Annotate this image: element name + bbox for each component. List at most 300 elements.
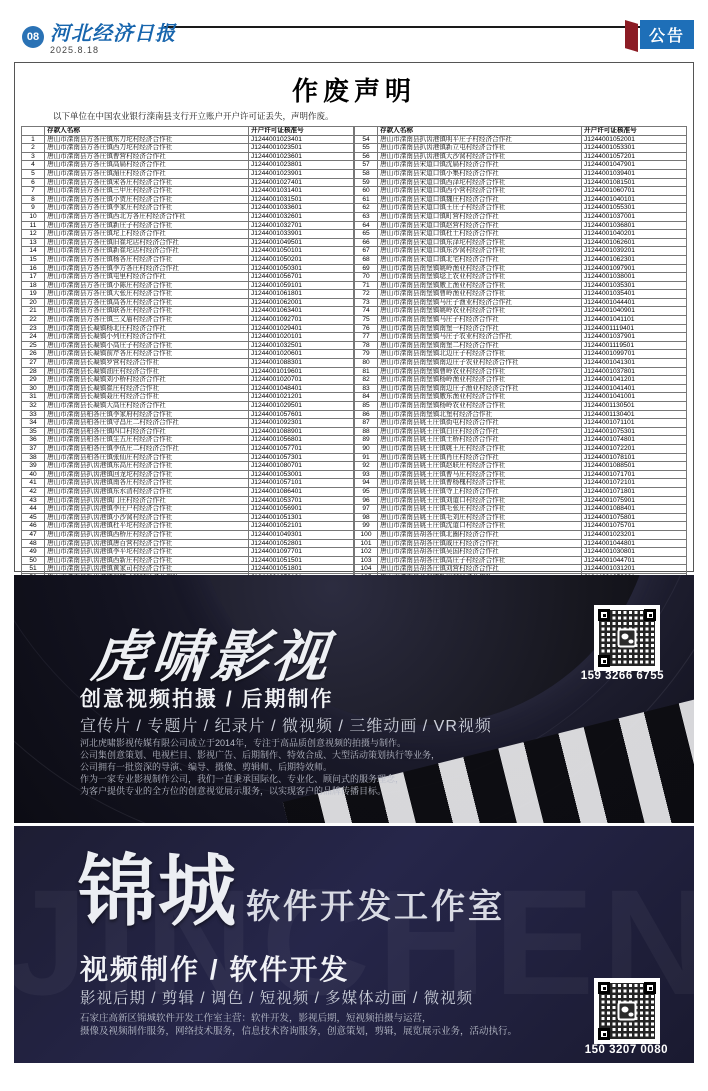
row-no: 44 — [22, 505, 45, 514]
license-no: J1244001032501 — [249, 341, 354, 350]
row-no: 54 — [355, 135, 378, 144]
license-no: J1244001033901 — [249, 230, 354, 239]
row-no: 25 — [22, 341, 45, 350]
table-row — [22, 453, 354, 462]
row-no: 13 — [22, 238, 45, 247]
license-no: J1244001063401 — [249, 307, 354, 316]
row-no: 89 — [355, 436, 378, 445]
license-no: J1244001119401 — [582, 324, 687, 333]
table-row — [22, 367, 354, 376]
depositor-name: 唐山市滦南县宋道口镇西泽坨村经济合作社 — [378, 178, 582, 187]
row-no: 60 — [355, 187, 378, 196]
table-row — [355, 144, 687, 153]
table-row — [355, 324, 687, 333]
depositor-name: 唐山市滦南县姚王庄镇肖庄村经济合作社 — [378, 453, 582, 462]
qr-code — [594, 978, 660, 1044]
depositor-name: 唐山市滦南县柏各庄镇守昌庄二村经济合作社 — [45, 419, 249, 428]
row-no: 42 — [22, 487, 45, 496]
depositor-name: 唐山市滦南县姚王庄镇街屯村经济合作社 — [378, 419, 582, 428]
license-no: J1244001062001 — [249, 298, 354, 307]
table-row — [22, 178, 354, 187]
depositor-name: 唐山市滦南县南堡镇姚岭渔业村经济合作社 — [378, 264, 582, 273]
license-no: J1244001021201 — [249, 393, 354, 402]
table-row — [355, 341, 687, 350]
table-row — [22, 522, 354, 531]
table-row — [22, 221, 354, 230]
row-no: 83 — [355, 384, 378, 393]
row-no: 24 — [22, 333, 45, 342]
table-row — [355, 410, 687, 419]
depositor-name: 唐山市滦南县姚王庄镇毛张庄村经济合作社 — [378, 505, 582, 514]
table-row — [22, 316, 354, 325]
table-row — [22, 505, 354, 514]
row-no: 70 — [355, 273, 378, 282]
table-row — [22, 513, 354, 522]
license-no: J1244001052801 — [249, 539, 354, 548]
depositor-name: 唐山市滦南县扒齿港镇大沙窝村经济合作社 — [378, 152, 582, 161]
row-no: 5 — [22, 169, 45, 178]
depositor-name: 唐山市滦南县柏各庄镇李伍庄二村经济合作社 — [45, 444, 249, 453]
table-row — [355, 376, 687, 385]
depositor-name: 唐山市滦南县长凝镇杨北庄村经济合作社 — [45, 324, 249, 333]
table-row — [22, 152, 354, 161]
row-no: 64 — [355, 221, 378, 230]
ad1-description-line: 为客户提供专业的全方位的创意视觉展示服务，以实现客户的品牌传播目标。 — [80, 786, 387, 796]
table-row — [355, 178, 687, 187]
license-no: J1244001057601 — [249, 410, 354, 419]
table-row — [355, 230, 687, 239]
table-row — [355, 565, 687, 574]
row-no: 32 — [22, 402, 45, 411]
row-no: 50 — [22, 556, 45, 565]
row-no: 93 — [355, 470, 378, 479]
row-no: 17 — [22, 273, 45, 282]
license-no: J1244001056801 — [249, 436, 354, 445]
table-row — [22, 135, 354, 144]
license-no: J1244001055301 — [582, 204, 687, 213]
table-row — [22, 393, 354, 402]
depositor-name: 唐山市滦南县方各庄镇宋各庄村经济合作社 — [45, 178, 249, 187]
qr-finder-icon — [644, 982, 656, 994]
depositor-name: 唐山市滦南县扒齿港镇新立屯村经济合作社 — [378, 144, 582, 153]
table-row — [355, 316, 687, 325]
table-row — [22, 496, 354, 505]
license-no: J1244001032601 — [249, 212, 354, 221]
license-no: J1244001031201 — [582, 565, 687, 574]
table-row — [355, 273, 687, 282]
table-row — [355, 333, 687, 342]
table-row — [355, 298, 687, 307]
row-no: 72 — [355, 290, 378, 299]
qr-finder-icon — [598, 1028, 610, 1040]
row-no: 79 — [355, 350, 378, 359]
table-row — [22, 204, 354, 213]
table-row — [355, 402, 687, 411]
row-no: 29 — [22, 376, 45, 385]
row-no: 99 — [355, 522, 378, 531]
license-no: J1244001041401 — [582, 384, 687, 393]
row-no: 86 — [355, 410, 378, 419]
table-row — [355, 212, 687, 221]
depositor-name: 唐山市滦南县长凝镇前芹各庄村经济合作社 — [45, 350, 249, 359]
table-row — [22, 255, 354, 264]
table-row — [355, 359, 687, 368]
depositor-name: 唐山市滦南县长凝镇小高庄子村经济合作社 — [45, 341, 249, 350]
column-header: 存款人名称 — [45, 127, 249, 136]
table-row — [355, 505, 687, 514]
ad2-services: 影视后期 / 剪辑 / 调色 / 短视频 / 多媒体动画 / 微视频 — [80, 990, 474, 1007]
row-no: 63 — [355, 212, 378, 221]
table-row — [355, 169, 687, 178]
table-row — [22, 470, 354, 479]
license-no: J1244001050101 — [249, 247, 354, 256]
license-no: J1244001057701 — [249, 444, 354, 453]
table-row — [22, 247, 354, 256]
license-no: J1244001075801 — [582, 513, 687, 522]
table-row — [355, 350, 687, 359]
depositor-name: 唐山市滦南县姚王庄镇沈道口村经济合作社 — [378, 522, 582, 531]
column-header — [355, 127, 378, 136]
ad2-title-suffix: 软件开发工作室 — [246, 888, 506, 926]
row-no: 77 — [355, 333, 378, 342]
row-no: 92 — [355, 462, 378, 471]
license-no: J1244001056701 — [249, 273, 354, 282]
row-no: 82 — [355, 376, 378, 385]
table-row — [355, 161, 687, 170]
depositor-name: 唐山市滦南县方各庄镇李方各庄村经济合作社 — [45, 264, 249, 273]
row-no: 45 — [22, 513, 45, 522]
license-no: J1244001039201 — [582, 247, 687, 256]
license-no: J1244001130401 — [582, 410, 687, 419]
depositor-name: 唐山市滦南县方各庄镇新庄子村经济合作社 — [45, 221, 249, 230]
license-no: J1244001088301 — [249, 359, 354, 368]
table-row — [22, 479, 354, 488]
table-row — [22, 427, 354, 436]
license-no: J1244001041001 — [582, 393, 687, 402]
row-no: 18 — [22, 281, 45, 290]
depositor-name: 唐山市滦南县宋道口镇北宅村经济合作社 — [378, 255, 582, 264]
license-no: J1244001023401 — [249, 135, 354, 144]
ad1-description-line: 公司集创意策划、电视栏目、影视广告、后期制作、特效合成、大型活动策划执行等业务， — [80, 750, 441, 760]
depositor-table-right — [354, 126, 687, 591]
row-no: 7 — [22, 187, 45, 196]
depositor-name: 唐山市滦南县姚王庄镇毛刘庄村经济合作社 — [378, 513, 582, 522]
table-row — [355, 427, 687, 436]
row-no: 71 — [355, 281, 378, 290]
depositor-name: 唐山市滦南县长凝镇崔庄村经济合作社 — [45, 384, 249, 393]
table-row — [22, 195, 354, 204]
license-no: J1244001040201 — [582, 230, 687, 239]
depositor-name: 唐山市滦南县方各庄镇高各庄村经济合作社 — [45, 298, 249, 307]
license-no: J1244001037901 — [582, 333, 687, 342]
table-row — [355, 247, 687, 256]
section-badge — [625, 20, 694, 52]
row-no: 26 — [22, 350, 45, 359]
license-no: J1244001038001 — [582, 273, 687, 282]
license-no: J1244001088401 — [582, 505, 687, 514]
table-row — [22, 384, 354, 393]
depositor-name: 唐山市滦南县方各庄镇东刀坨村经济合作社 — [45, 135, 249, 144]
depositor-name: 唐山市滦南县扒齿港镇小沙窝村经济合作社 — [45, 513, 249, 522]
table-row — [355, 487, 687, 496]
license-no: J1244001075901 — [582, 496, 687, 505]
depositor-name: 唐山市滦南县长凝镇刘小桥村经济合作社 — [45, 376, 249, 385]
table-row — [22, 290, 354, 299]
license-no: J1244001130501 — [582, 402, 687, 411]
license-no: J1244001048401 — [249, 384, 354, 393]
table-row — [22, 530, 354, 539]
table-row — [22, 402, 354, 411]
row-no: 67 — [355, 247, 378, 256]
qr-code — [594, 605, 660, 671]
license-no: J1244001040901 — [582, 307, 687, 316]
table-row — [22, 298, 354, 307]
row-no: 1 — [22, 135, 45, 144]
table-row — [355, 479, 687, 488]
table-row — [355, 384, 687, 393]
depositor-name: 唐山市滦南县方各庄镇小贾庄村经济合作社 — [45, 195, 249, 204]
section-badge-label: 公告 — [640, 20, 694, 49]
license-no: J1244001020101 — [249, 333, 354, 342]
license-no: J1244001032701 — [249, 221, 354, 230]
depositor-name: 唐山市滦南县方各庄镇李家庄村经济合作社 — [45, 204, 249, 213]
license-no: J1244001023801 — [249, 161, 354, 170]
row-no: 21 — [22, 307, 45, 316]
ad1-services: 宣传片 / 专题片 / 纪录片 / 微视频 / 三维动画 / VR视频 — [80, 718, 492, 735]
table-row — [22, 169, 354, 178]
ad2-description-line: 摄像及视频制作服务，网络技术服务，信息技术咨询服务，创意策划，剪辑，展览展示业务，活动执行。 — [80, 1026, 518, 1037]
license-no: J1244001020701 — [249, 376, 354, 385]
depositor-name: 唐山市滦南县扒齿港镇杜平坨村经济合作社 — [45, 522, 249, 531]
row-no: 22 — [22, 316, 45, 325]
depositor-name: 唐山市滦南县胡各庄镇北圈村经济合作社 — [378, 530, 582, 539]
table-row — [22, 264, 354, 273]
table-row — [355, 367, 687, 376]
masthead — [22, 22, 176, 55]
qr-finder-icon — [644, 609, 656, 621]
row-no: 78 — [355, 341, 378, 350]
row-no: 33 — [22, 410, 45, 419]
table-row — [22, 230, 354, 239]
table-row — [355, 556, 687, 565]
depositor-name: 唐山市滦南县姚王庄镇曹马庄村经济合作社 — [378, 470, 582, 479]
row-no: 85 — [355, 402, 378, 411]
depositor-name: 唐山市滦南县姚王庄镇白庄村经济合作社 — [378, 427, 582, 436]
row-no: 90 — [355, 444, 378, 453]
row-no: 87 — [355, 419, 378, 428]
table-row — [22, 539, 354, 548]
ad1-description — [80, 737, 440, 797]
license-no: J1244001023201 — [582, 530, 687, 539]
row-no: 100 — [355, 530, 378, 539]
license-no: J1244001072101 — [582, 479, 687, 488]
table-row — [22, 436, 354, 445]
row-no: 40 — [22, 470, 45, 479]
row-no: 62 — [355, 204, 378, 213]
table-row — [355, 290, 687, 299]
column-header: 存款人名称 — [378, 127, 582, 136]
row-no: 101 — [355, 539, 378, 548]
table-row — [355, 496, 687, 505]
license-no: J1244001050201 — [249, 255, 354, 264]
table-header-row — [355, 127, 687, 136]
ad2-description-line: 石家庄高新区锦城软件开发工作室主营：软件开发，影视后期，短视频拍摄与运营， — [80, 1013, 432, 1024]
row-no: 8 — [22, 195, 45, 204]
depositor-table-left — [21, 126, 354, 591]
depositor-name: 唐山市滦南县宋道口镇魏庄村经济合作社 — [378, 195, 582, 204]
license-no: J1244001052101 — [249, 522, 354, 531]
table-row — [355, 135, 687, 144]
license-no: J1244001059101 — [249, 281, 354, 290]
depositor-name: 唐山市滦南县宋道口镇东泽坨村经济合作社 — [378, 238, 582, 247]
depositor-name: 唐山市滦南县方各庄镇大张庄村经济合作社 — [45, 290, 249, 299]
table-row — [22, 462, 354, 471]
license-no: J1244001023501 — [249, 144, 354, 153]
table-row — [22, 212, 354, 221]
depositor-name: 唐山市滦南县扒齿港镇唐百营村经济合作社 — [45, 539, 249, 548]
license-no: J1244001071701 — [582, 470, 687, 479]
depositor-name: 唐山市滦南县扒齿港镇西桥庄村经济合作社 — [45, 530, 249, 539]
depositor-name: 唐山市滦南县长凝镇小列庄村经济合作社 — [45, 333, 249, 342]
table-row — [355, 530, 687, 539]
license-no: J1244001019601 — [249, 367, 354, 376]
row-no: 96 — [355, 496, 378, 505]
license-no: J1244001041101 — [582, 316, 687, 325]
depositor-name: 唐山市滦南县长凝镇聂庄村经济合作社 — [45, 393, 249, 402]
license-no: J1244001062601 — [582, 238, 687, 247]
depositor-name: 唐山市滦南县宋道口镇赵营村经济合作社 — [378, 221, 582, 230]
license-no: J1244001078101 — [582, 453, 687, 462]
license-no: J1244001047901 — [582, 161, 687, 170]
license-no: J1244001052001 — [582, 135, 687, 144]
depositor-name: 唐山市滦南县方各庄镇新崔坨店村经济合作社 — [45, 247, 249, 256]
license-no: J1244001081501 — [582, 178, 687, 187]
license-no: J1244001030801 — [582, 548, 687, 557]
chat-bubble-icon — [618, 1002, 637, 1021]
depositor-name: 唐山市滦南县方各庄镇联各庄村经济合作社 — [45, 307, 249, 316]
row-no: 65 — [355, 230, 378, 239]
table-row — [22, 333, 354, 342]
depositor-name: 唐山市滦南县方各庄镇西刀坨村经济合作社 — [45, 144, 249, 153]
row-no: 59 — [355, 178, 378, 187]
table-row — [355, 307, 687, 316]
issue-date: 2025.8.18 — [50, 45, 100, 55]
ad2-description — [80, 1012, 517, 1038]
license-no: J1244001040101 — [582, 195, 687, 204]
ad1-subtitle: 创意视频拍摄 / 后期制作 — [80, 688, 334, 711]
row-no: 75 — [355, 316, 378, 325]
row-no: 46 — [22, 522, 45, 531]
license-no: J1244001057101 — [249, 479, 354, 488]
column-header: 开户许可证核准号 — [582, 127, 687, 136]
row-no: 104 — [355, 565, 378, 574]
license-no: J1244001072201 — [582, 444, 687, 453]
row-no: 30 — [22, 384, 45, 393]
table-row — [355, 187, 687, 196]
row-no: 6 — [22, 178, 45, 187]
depositor-name: 唐山市滦南县南堡镇杨岭农业村经济合作社 — [378, 402, 582, 411]
depositor-name: 唐山市滦南县方各庄镇坨上村经济合作社 — [45, 230, 249, 239]
depositor-name: 唐山市滦南县南堡镇马庄子村经济合作社 — [378, 316, 582, 325]
license-no: J1244001075301 — [582, 427, 687, 436]
table-row — [355, 152, 687, 161]
table-row — [22, 307, 354, 316]
license-no: J1244001053301 — [582, 144, 687, 153]
license-no: J1244001053701 — [249, 496, 354, 505]
row-no: 15 — [22, 255, 45, 264]
row-no: 3 — [22, 152, 45, 161]
license-no: J1244001037801 — [582, 367, 687, 376]
depositor-name: 唐山市滦南县扒齿港镇明平庄子村经济合作社 — [378, 135, 582, 144]
table-row — [22, 376, 354, 385]
depositor-name: 唐山市滦南县扒齿港镇西新庄村经济合作社 — [45, 556, 249, 565]
license-no: J1244001056901 — [249, 505, 354, 514]
table-row — [22, 281, 354, 290]
license-no: J1244001035401 — [582, 290, 687, 299]
row-no: 12 — [22, 230, 45, 239]
row-no: 55 — [355, 144, 378, 153]
license-no: J1244001071801 — [582, 487, 687, 496]
license-no: J1244001041201 — [582, 376, 687, 385]
depositor-name: 唐山市滦南县宋道口镇町营村经济合作社 — [378, 212, 582, 221]
row-no: 34 — [22, 419, 45, 428]
depositor-name: 唐山市滦南县方各庄镇三甲庄村经济合作社 — [45, 187, 249, 196]
row-no: 61 — [355, 195, 378, 204]
table-row — [22, 324, 354, 333]
license-no: J1244001053001 — [249, 470, 354, 479]
table-row — [22, 341, 354, 350]
depositor-name: 唐山市滦南县宋道口镇王庄子村经济合作社 — [378, 204, 582, 213]
ad2-title-row — [78, 847, 506, 935]
license-no: J1244001049301 — [249, 530, 354, 539]
row-no: 66 — [355, 238, 378, 247]
row-no: 49 — [22, 548, 45, 557]
table-row — [355, 539, 687, 548]
row-no: 69 — [355, 264, 378, 273]
table-row — [22, 273, 354, 282]
depositor-name: 唐山市滦南县宋道口镇东沙窝村经济合作社 — [378, 247, 582, 256]
row-no: 20 — [22, 298, 45, 307]
license-no: J1244001051301 — [249, 513, 354, 522]
license-no: J1244001062301 — [582, 255, 687, 264]
row-no: 80 — [355, 359, 378, 368]
depositor-name: 唐山市滦南县南堡镇埝上农业村经济合作社 — [378, 273, 582, 282]
depositor-name: 唐山市滦南县南堡镇南堡二村经济合作社 — [378, 341, 582, 350]
license-no: J1244001029501 — [249, 402, 354, 411]
depositor-name: 唐山市滦南县宋道口镇沈扁村经济合作社 — [378, 161, 582, 170]
ad-jincheng-studio — [14, 826, 694, 1063]
depositor-name: 唐山市滦南县南堡镇廒上渔业村经济合作社 — [378, 281, 582, 290]
license-no: J1244001092301 — [249, 419, 354, 428]
license-no: J1244001037001 — [582, 212, 687, 221]
row-no: 73 — [355, 298, 378, 307]
row-no: 56 — [355, 152, 378, 161]
license-no: J1244001051801 — [249, 565, 354, 574]
table-row — [355, 513, 687, 522]
row-no: 14 — [22, 247, 45, 256]
depositor-name: 唐山市滦南县扒齿港镇门庄村经济合作社 — [45, 496, 249, 505]
license-no: J1244001057301 — [249, 453, 354, 462]
depositor-name: 唐山市滦南县扒齿港镇回龙坨村经济合作社 — [45, 470, 249, 479]
license-no: J1244001071101 — [582, 419, 687, 428]
depositor-name: 唐山市滦南县扒齿港镇东水清村经济合作社 — [45, 487, 249, 496]
table-row — [355, 255, 687, 264]
license-no: J1244001035301 — [582, 281, 687, 290]
row-no: 98 — [355, 513, 378, 522]
row-no: 102 — [355, 548, 378, 557]
row-no: 23 — [22, 324, 45, 333]
license-no: J1244001050301 — [249, 264, 354, 273]
